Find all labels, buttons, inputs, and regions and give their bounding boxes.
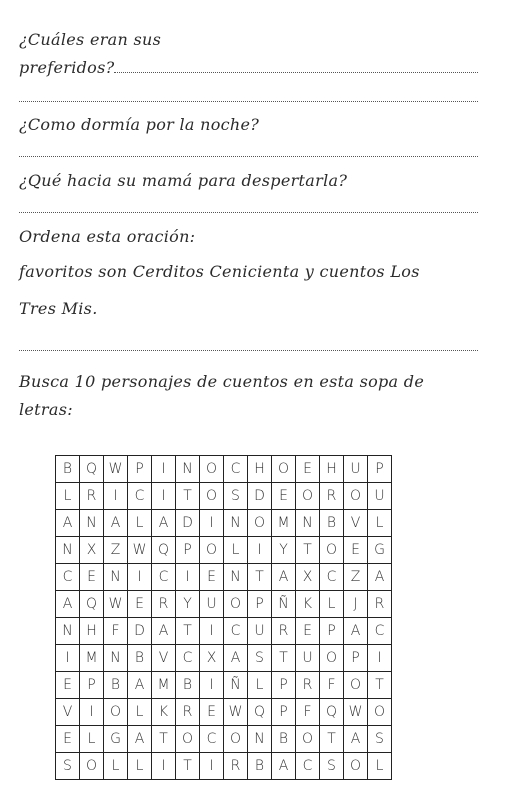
grid-row	[56, 753, 392, 780]
grid-cell[interactable]: R	[320, 483, 344, 510]
grid-cell[interactable]: Y	[272, 537, 296, 564]
grid-cell[interactable]: O	[200, 537, 224, 564]
grid-cell[interactable]: Ñ	[272, 591, 296, 618]
grid-cell[interactable]: U	[248, 618, 272, 645]
grid-row	[56, 564, 392, 591]
grid-cell[interactable]: E	[200, 564, 224, 591]
grid-cell[interactable]: N	[56, 537, 80, 564]
grid-cell[interactable]: W	[128, 537, 152, 564]
grid-cell[interactable]: L	[128, 753, 152, 780]
grid-cell[interactable]: I	[128, 564, 152, 591]
grid-cell[interactable]: L	[320, 591, 344, 618]
grid-cell[interactable]: S	[56, 753, 80, 780]
grid-cell[interactable]: I	[200, 618, 224, 645]
grid-cell[interactable]: P	[320, 618, 344, 645]
grid-cell[interactable]: W	[224, 699, 248, 726]
grid-cell[interactable]: O	[344, 672, 368, 699]
grid-cell[interactable]: I	[104, 483, 128, 510]
grid-cell[interactable]: R	[152, 591, 176, 618]
grid-cell[interactable]: V	[56, 699, 80, 726]
grid-cell[interactable]: W	[104, 456, 128, 483]
grid-cell[interactable]: I	[200, 510, 224, 537]
grid-cell[interactable]: Y	[176, 591, 200, 618]
grid-cell[interactable]: A	[56, 591, 80, 618]
grid-cell[interactable]: O	[224, 726, 248, 753]
grid-cell[interactable]: Q	[80, 591, 104, 618]
grid-cell[interactable]: N	[248, 726, 272, 753]
grid-row	[56, 537, 392, 564]
grid-cell[interactable]: I	[200, 753, 224, 780]
grid-row	[56, 672, 392, 699]
grid-cell[interactable]: B	[56, 456, 80, 483]
grid-cell[interactable]: T	[296, 537, 320, 564]
grid-cell[interactable]: A	[104, 510, 128, 537]
grid-cell[interactable]: O	[344, 483, 368, 510]
grid-cell[interactable]: G	[104, 726, 128, 753]
grid-cell[interactable]: T	[272, 645, 296, 672]
grid-cell[interactable]: I	[368, 645, 392, 672]
order-task-heading: Ordena esta oración:	[19, 227, 196, 246]
grid-cell[interactable]: C	[224, 618, 248, 645]
grid-row	[56, 726, 392, 753]
grid-cell[interactable]: F	[320, 672, 344, 699]
grid-cell[interactable]: N	[296, 510, 320, 537]
grid-cell[interactable]: Ñ	[224, 672, 248, 699]
grid-cell[interactable]: O	[176, 726, 200, 753]
grid-cell[interactable]: D	[248, 483, 272, 510]
grid-cell[interactable]: S	[248, 645, 272, 672]
grid-row	[56, 699, 392, 726]
grid-cell[interactable]: O	[104, 699, 128, 726]
grid-cell[interactable]: L	[80, 726, 104, 753]
question-1-line-2	[19, 58, 478, 77]
grid-cell[interactable]: O	[296, 483, 320, 510]
grid-cell[interactable]: C	[56, 564, 80, 591]
grid-cell[interactable]: A	[272, 564, 296, 591]
grid-cell[interactable]: B	[176, 672, 200, 699]
grid-row	[56, 456, 392, 483]
grid-cell[interactable]: B	[104, 672, 128, 699]
grid-row	[56, 618, 392, 645]
grid-row	[56, 591, 392, 618]
grid-cell[interactable]: B	[248, 753, 272, 780]
grid-cell[interactable]: S	[368, 726, 392, 753]
grid-cell[interactable]: F	[104, 618, 128, 645]
grid-cell[interactable]: N	[176, 456, 200, 483]
grid-cell[interactable]: O	[272, 456, 296, 483]
grid-cell[interactable]: E	[128, 591, 152, 618]
grid-cell[interactable]: O	[320, 537, 344, 564]
grid-cell[interactable]: T	[368, 672, 392, 699]
grid-cell[interactable]: N	[80, 510, 104, 537]
grid-cell[interactable]: K	[296, 591, 320, 618]
search-task-line-2: letras:	[19, 400, 73, 419]
grid-cell[interactable]: Q	[80, 456, 104, 483]
grid-cell[interactable]: B	[128, 645, 152, 672]
grid-cell[interactable]: R	[272, 618, 296, 645]
grid-cell[interactable]: A	[344, 618, 368, 645]
grid-cell[interactable]: U	[200, 591, 224, 618]
grid-cell[interactable]: C	[152, 564, 176, 591]
grid-cell[interactable]: W	[104, 591, 128, 618]
grid-cell[interactable]: L	[56, 483, 80, 510]
grid-cell[interactable]: C	[200, 726, 224, 753]
grid-cell[interactable]: T	[152, 726, 176, 753]
word-search-grid	[55, 455, 392, 780]
grid-cell[interactable]: C	[128, 483, 152, 510]
grid-cell[interactable]: I	[248, 537, 272, 564]
grid-cell[interactable]: A	[344, 726, 368, 753]
grid-cell[interactable]: P	[80, 672, 104, 699]
grid-cell[interactable]: P	[272, 672, 296, 699]
grid-cell[interactable]: O	[200, 456, 224, 483]
grid-cell[interactable]: L	[368, 510, 392, 537]
grid-cell[interactable]: M	[152, 672, 176, 699]
grid-cell[interactable]: I	[200, 672, 224, 699]
grid-cell[interactable]: V	[344, 510, 368, 537]
grid-cell[interactable]: X	[296, 564, 320, 591]
grid-cell[interactable]: A	[128, 672, 152, 699]
answer-line-4[interactable]	[19, 212, 478, 213]
grid-cell[interactable]: U	[368, 483, 392, 510]
grid-cell[interactable]: I	[56, 645, 80, 672]
grid-cell[interactable]: O	[248, 510, 272, 537]
question-3: ¿Qué hacia su mamá para despertarla?	[19, 171, 348, 190]
grid-cell[interactable]: F	[296, 699, 320, 726]
answer-line-1-inline[interactable]	[114, 72, 478, 73]
grid-cell[interactable]: N	[104, 564, 128, 591]
grid-cell[interactable]: R	[176, 699, 200, 726]
grid-cell[interactable]: Z	[344, 564, 368, 591]
grid-cell[interactable]: N	[224, 510, 248, 537]
grid-cell[interactable]: Q	[152, 537, 176, 564]
grid-cell[interactable]: M	[80, 645, 104, 672]
grid-cell[interactable]: E	[56, 726, 80, 753]
grid-cell[interactable]: E	[200, 699, 224, 726]
grid-cell[interactable]: L	[128, 699, 152, 726]
grid-cell[interactable]: R	[224, 753, 248, 780]
grid-cell[interactable]: K	[152, 699, 176, 726]
question-2: ¿Como dormía por la noche?	[19, 115, 260, 134]
grid-cell[interactable]: A	[368, 564, 392, 591]
order-task-words-line-2: Tres Mis.	[19, 299, 98, 318]
grid-cell[interactable]: Z	[104, 537, 128, 564]
grid-cell[interactable]: N	[104, 645, 128, 672]
grid-cell[interactable]: E	[296, 618, 320, 645]
grid-cell[interactable]: L	[248, 672, 272, 699]
grid-cell[interactable]: C	[320, 564, 344, 591]
grid-cell[interactable]: H	[248, 456, 272, 483]
grid-cell[interactable]: I	[152, 753, 176, 780]
grid-cell[interactable]: P	[248, 591, 272, 618]
grid-cell[interactable]: L	[224, 537, 248, 564]
grid-cell[interactable]: A	[224, 645, 248, 672]
grid-cell[interactable]: M	[272, 510, 296, 537]
grid-cell[interactable]: G	[368, 537, 392, 564]
grid-cell[interactable]: I	[176, 564, 200, 591]
grid-cell[interactable]: O	[80, 753, 104, 780]
grid-cell[interactable]: L	[368, 753, 392, 780]
grid-cell[interactable]: P	[368, 456, 392, 483]
grid-cell[interactable]: E	[56, 672, 80, 699]
grid-cell[interactable]: Q	[248, 699, 272, 726]
grid-cell[interactable]: N	[56, 618, 80, 645]
grid-cell[interactable]: O	[224, 591, 248, 618]
grid-cell[interactable]: I	[152, 483, 176, 510]
grid-row	[56, 510, 392, 537]
grid-cell[interactable]: R	[80, 483, 104, 510]
grid-cell[interactable]: A	[272, 753, 296, 780]
grid-cell[interactable]: U	[344, 456, 368, 483]
grid-cell[interactable]: H	[320, 456, 344, 483]
grid-cell[interactable]: T	[176, 483, 200, 510]
answer-line-3[interactable]	[19, 156, 478, 157]
grid-cell[interactable]: O	[368, 699, 392, 726]
grid-cell[interactable]: N	[224, 564, 248, 591]
grid-cell[interactable]: P	[128, 456, 152, 483]
grid-cell[interactable]: T	[320, 726, 344, 753]
grid-cell[interactable]: S	[320, 753, 344, 780]
grid-cell[interactable]: E	[296, 456, 320, 483]
grid-cell[interactable]: P	[344, 645, 368, 672]
grid-cell[interactable]: O	[320, 645, 344, 672]
grid-cell[interactable]: X	[200, 645, 224, 672]
grid-cell[interactable]: P	[272, 699, 296, 726]
grid-cell[interactable]: C	[176, 645, 200, 672]
grid-cell[interactable]: B	[320, 510, 344, 537]
question-1-text: preferidos?	[19, 58, 115, 77]
grid-cell[interactable]: X	[80, 537, 104, 564]
grid-cell[interactable]: C	[224, 456, 248, 483]
grid-cell[interactable]: A	[152, 510, 176, 537]
grid-cell[interactable]: R	[296, 672, 320, 699]
grid-cell[interactable]: Q	[320, 699, 344, 726]
grid-cell[interactable]: S	[224, 483, 248, 510]
grid-cell[interactable]: V	[152, 645, 176, 672]
answer-line-2[interactable]	[19, 101, 478, 102]
grid-cell[interactable]: J	[344, 591, 368, 618]
grid-cell[interactable]: P	[176, 537, 200, 564]
grid-cell[interactable]: C	[368, 618, 392, 645]
grid-cell[interactable]: A	[152, 618, 176, 645]
grid-cell[interactable]: H	[80, 618, 104, 645]
question-1-line-1: ¿Cuáles eran sus	[19, 30, 162, 49]
grid-cell[interactable]: E	[80, 564, 104, 591]
grid-cell[interactable]: T	[176, 618, 200, 645]
grid-cell[interactable]: B	[272, 726, 296, 753]
grid-cell[interactable]: U	[296, 645, 320, 672]
grid-cell[interactable]: D	[128, 618, 152, 645]
grid-cell[interactable]: E	[344, 537, 368, 564]
search-task-line-1: Busca 10 personajes de cuentos en esta sopa de	[19, 372, 425, 391]
grid-row	[56, 645, 392, 672]
grid-cell[interactable]: D	[176, 510, 200, 537]
grid-cell[interactable]: O	[296, 726, 320, 753]
order-task-words-line-1: favoritos son Cerditos Cenicienta y cuentos Los	[19, 262, 420, 281]
grid-cell[interactable]: T	[248, 564, 272, 591]
grid-cell[interactable]: T	[176, 753, 200, 780]
grid-cell[interactable]: L	[104, 753, 128, 780]
grid-cell[interactable]: I	[80, 699, 104, 726]
grid-cell[interactable]: R	[368, 591, 392, 618]
answer-line-5[interactable]	[19, 350, 478, 351]
grid-cell[interactable]: O	[344, 753, 368, 780]
grid-cell[interactable]: W	[344, 699, 368, 726]
grid-cell[interactable]: E	[272, 483, 296, 510]
grid-cell[interactable]: A	[56, 510, 80, 537]
grid-cell[interactable]: A	[128, 726, 152, 753]
grid-cell[interactable]: O	[200, 483, 224, 510]
grid-cell[interactable]: L	[128, 510, 152, 537]
grid-cell[interactable]: I	[152, 456, 176, 483]
grid-cell[interactable]: C	[296, 753, 320, 780]
grid-row	[56, 483, 392, 510]
